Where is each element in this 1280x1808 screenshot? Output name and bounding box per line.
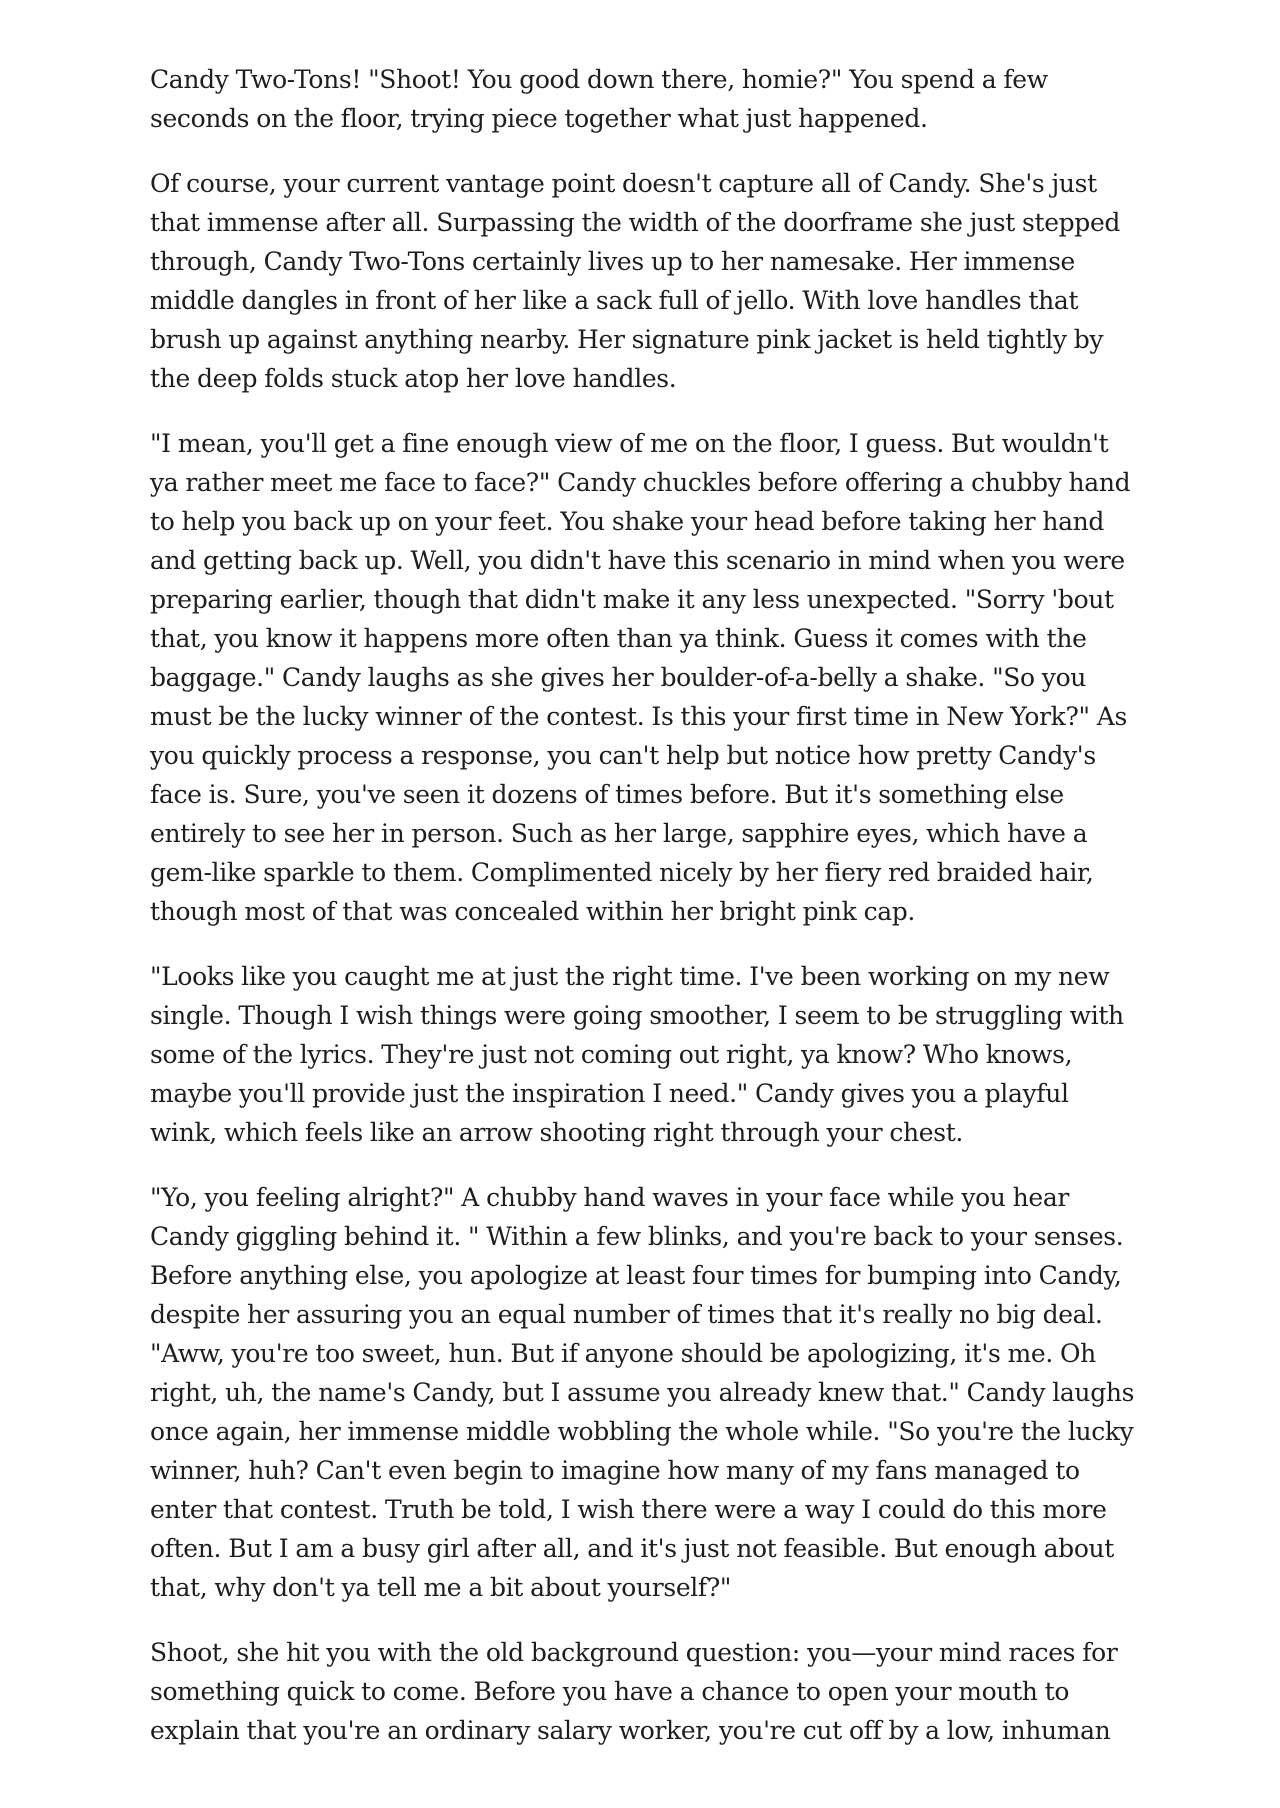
paragraph: Of course, your current vantage point doesn't capture all of Candy. She's just that immense after all. Surpassing the width of the doorframe she just stepped through, Candy Two-Tons certainly lives up to her namesake. Her immense middle dangles in front of her like a sack full of jello. With love handles that brush up against anything nearby. Her signature pink jacket is held tightly by the deep folds stuck atop her love handles. [150, 169, 1121, 393]
paragraph: "Looks like you caught me at just the right time. I've been working on my new single. Though I wish things were going smoother, I seem to be struggling with some of the lyrics. They're just not coming out right, ya know? Who knows, maybe you'll provide just the inspiration I need." Candy gives you a playful wink, which feels like an arrow shooting right through your chest. [150, 962, 1124, 1147]
story-text [150, 60, 1140, 1776]
paragraph: Candy Two-Tons! "Shoot! You good down there, homie?" You spend a few seconds on the floor, trying piece together what just happened. [150, 65, 1048, 133]
paragraph: "I mean, you'll get a fine enough view of me on the floor, I guess. But wouldn't ya rather meet me face to face?" Candy chuckles before offering a chubby hand to help you back up on your feet. You shake your head before taking her hand and getting back up. Well, you didn't have this scenario in mind when you were preparing earlier, though that didn't make it any less unexpected. "Sorry 'bout that, you know it happens more often than ya think. Guess it comes with the baggage." Candy laughs as she gives her boulder-of-a-belly a shake. "So you must be the lucky winner of the contest. Is this your first time in New York?" As you quickly process a response, you can't help but notice how pretty Candy's face is. Sure, you've seen it dozens of times before. But it's something else entirely to see her in person. Such as her large, sapphire eyes, which have a gem-like sparkle to them. Complimented nicely by her fiery red braided hair, though most of that was concealed within her bright pink cap. [150, 429, 1131, 926]
paragraph: Shoot, she hit you with the old background question: you—your mind races for something quick to come. Before you have a chance to open your mouth to explain that you're an ordinary salary worker, you're cut off by a low, inhuman [150, 1638, 1118, 1745]
paragraph: "Yo, you feeling alright?" A chubby hand waves in your face while you hear Candy giggling behind it. " Within a few blinks, and you're back to your senses. Before anything else, you apologize at least four times for bumping into Candy, despite her assuring you an equal number of times that it's really no big deal. "Aww, you're too sweet, hun. But if anyone should be apologizing, it's me. Oh right, uh, the name's Candy, but I assume you already knew that." Candy laughs once again, her immense middle wobbling the whole while. "So you're the lucky winner, huh? Can't even begin to imagine how many of my fans managed to enter that contest. Truth be told, I wish there were a way I could do this more often. But I am a busy girl after all, and it's just not feasible. But enough about that, why don't ya tell me a bit about yourself?" [150, 1183, 1135, 1602]
